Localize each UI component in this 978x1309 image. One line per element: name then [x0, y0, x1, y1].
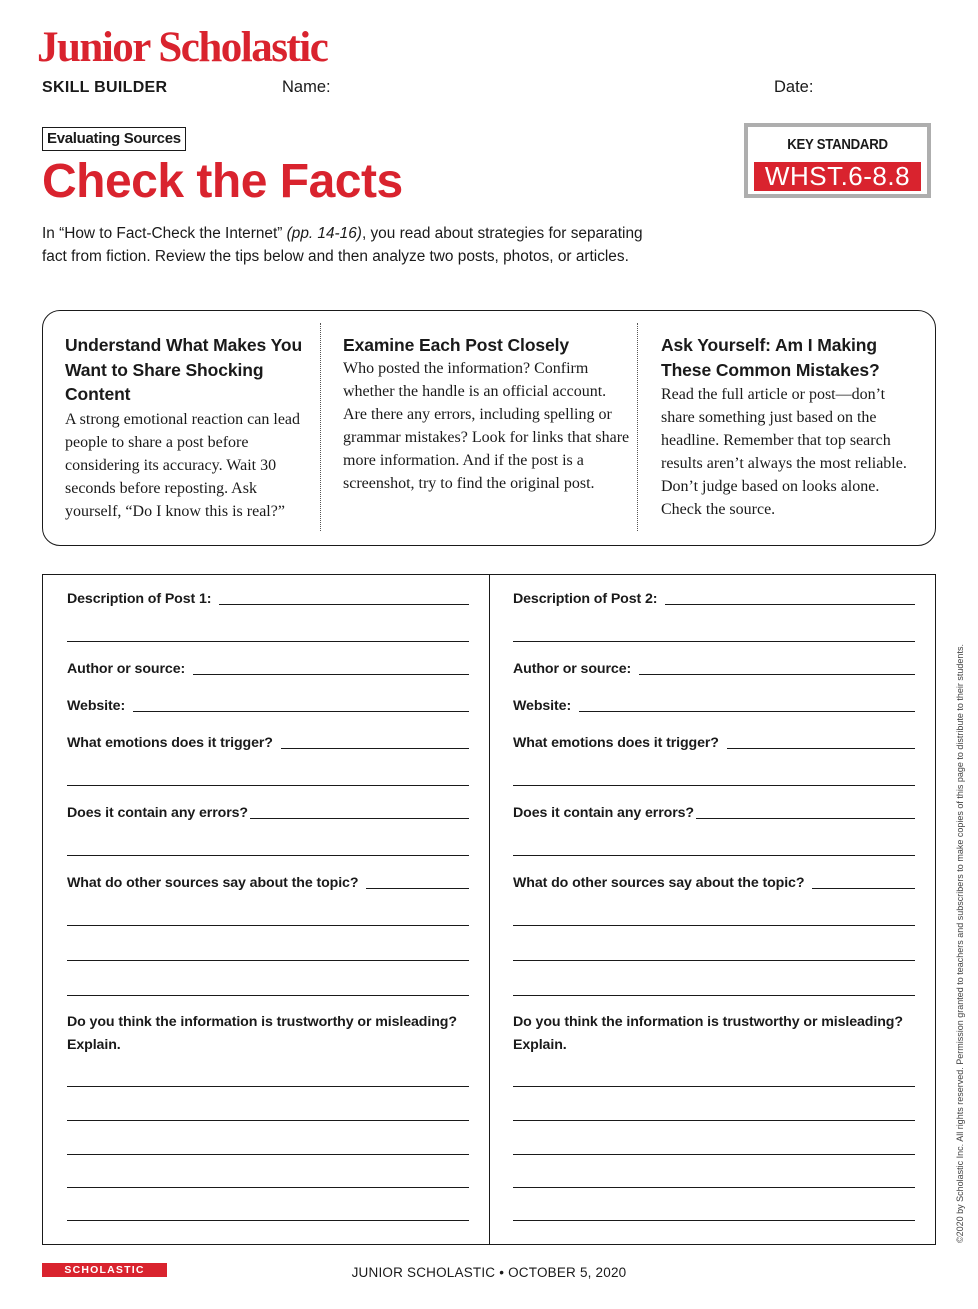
worksheet-box: [42, 574, 936, 1245]
errors-row[interactable]: [513, 805, 915, 821]
errors-row[interactable]: [67, 805, 469, 821]
tip-body-3: Read the full article or post—don’t share something just based on the headline. Remember that top search results aren’t always the most reliable. Don’t judge based on looks alone. Check the source.: [661, 386, 907, 518]
explain-label: Explain.: [67, 1037, 121, 1053]
emotions-row[interactable]: [67, 735, 469, 751]
website-label: Website:: [513, 698, 572, 714]
answer-line[interactable]: [513, 1086, 915, 1087]
answer-line[interactable]: [67, 925, 469, 926]
answer-line[interactable]: [67, 1154, 469, 1155]
key-standard-code: WHST.6-8.8: [754, 162, 921, 191]
tip-divider: [637, 323, 638, 531]
masthead-logo: Junior Scholastic: [37, 24, 328, 71]
answer-line[interactable]: [67, 1120, 469, 1121]
trust-question: Do you think the information is trustworthy or misleading?: [67, 1014, 457, 1030]
answer-line[interactable]: [67, 1086, 469, 1087]
answer-line[interactable]: [67, 960, 469, 961]
answer-line[interactable]: [67, 995, 469, 996]
tips-box: [42, 310, 936, 546]
answer-line[interactable]: [665, 592, 915, 605]
post-2-description-label: Description of Post 2:: [513, 591, 658, 607]
answer-line[interactable]: [67, 785, 469, 786]
topic-tag: Evaluating Sources: [42, 127, 186, 151]
answer-line[interactable]: [366, 876, 469, 889]
key-standard-box: [744, 123, 931, 198]
sources-row[interactable]: [513, 875, 915, 891]
answer-line[interactable]: [513, 925, 915, 926]
intro-text-before: In “How to Fact-Check the Internet”: [42, 225, 287, 242]
emotions-row[interactable]: [513, 735, 915, 751]
answer-line[interactable]: [579, 699, 915, 712]
tip-divider: [320, 323, 321, 531]
date-label: Date:: [774, 78, 814, 96]
answer-line[interactable]: [193, 662, 469, 675]
author-label: Author or source:: [67, 661, 186, 677]
footer-issue: JUNIOR SCHOLASTIC • OCTOBER 5, 2020: [351, 1265, 627, 1280]
tip-column-3: [661, 333, 911, 521]
answer-line[interactable]: [513, 855, 915, 856]
post-1-description-row[interactable]: [67, 591, 469, 607]
answer-line[interactable]: [639, 662, 915, 675]
answer-line[interactable]: [513, 785, 915, 786]
tip-column-1: [65, 333, 307, 523]
answer-line[interactable]: [67, 855, 469, 856]
sources-label: What do other sources say about the topic?: [67, 875, 359, 891]
tip-title-2: Examine Each Post Closely: [343, 335, 570, 355]
author-row[interactable]: [513, 661, 915, 677]
answer-line[interactable]: [513, 641, 915, 642]
answer-line[interactable]: [219, 592, 469, 605]
copyright-notice: ©2020 by Scholastic Inc. All rights reserved. Permission granted to teachers and subscribers to make copies of this page to distribute to their students.: [955, 644, 965, 1243]
answer-line[interactable]: [133, 699, 469, 712]
tip-title-1: Understand What Makes You Want to Share Shocking Content: [65, 335, 303, 404]
name-label: Name:: [282, 78, 331, 96]
intro-text-after: , you read about strategies for separating fact from fiction. Review the tips below and then analyze two posts, photos, or articles.: [42, 225, 643, 265]
answer-line[interactable]: [513, 1220, 915, 1221]
emotions-label: What emotions does it trigger?: [67, 735, 273, 751]
post-1-description-label: Description of Post 1:: [67, 591, 212, 607]
answer-line[interactable]: [513, 1187, 915, 1188]
tip-body-1: A strong emotional reaction can lead people to share a post before considering its accuracy. Wait 30 seconds before reposting. Ask yourself, “Do I know this is real?”: [65, 410, 301, 520]
answer-line[interactable]: [513, 1154, 915, 1155]
answer-line[interactable]: [513, 960, 915, 961]
author-label: Author or source:: [513, 661, 632, 677]
intro-paragraph: [42, 223, 652, 268]
answer-line[interactable]: [67, 1220, 469, 1221]
answer-line[interactable]: [696, 806, 915, 819]
answer-line[interactable]: [513, 995, 915, 996]
explain-label: Explain.: [513, 1037, 567, 1053]
emotions-label: What emotions does it trigger?: [513, 735, 719, 751]
tip-column-2: [343, 333, 631, 495]
answer-line[interactable]: [67, 1187, 469, 1188]
trust-question: Do you think the information is trustworthy or misleading?: [513, 1014, 903, 1030]
sources-label: What do other sources say about the topic?: [513, 875, 805, 891]
post-2-description-row[interactable]: [513, 591, 915, 607]
errors-label: Does it contain any errors?: [513, 805, 694, 821]
author-row[interactable]: [67, 661, 469, 677]
column-divider: [489, 575, 490, 1244]
sources-row[interactable]: [67, 875, 469, 891]
answer-line[interactable]: [250, 806, 469, 819]
key-standard-title: KEY STANDARD: [787, 136, 888, 153]
website-row[interactable]: [67, 698, 469, 714]
website-label: Website:: [67, 698, 126, 714]
skill-builder-label: SKILL BUILDER: [42, 79, 168, 96]
page-title: Check the Facts: [42, 155, 403, 208]
scholastic-logo: SCHOLASTIC: [42, 1263, 167, 1277]
answer-line[interactable]: [727, 736, 915, 749]
answer-line[interactable]: [513, 1120, 915, 1121]
tip-title-3: Ask Yourself: Am I Making These Common Mistakes?: [661, 335, 880, 380]
answer-line[interactable]: [281, 736, 469, 749]
tip-body-2: Who posted the information? Confirm whether the handle is an official account. Are there any errors, including spelling or grammar mistakes? Look for links that share more information. And if the post is a screenshot, try to find the original post.: [343, 359, 630, 492]
answer-line[interactable]: [67, 641, 469, 642]
intro-page-reference: (pp. 14-16): [286, 225, 362, 242]
errors-label: Does it contain any errors?: [67, 805, 248, 821]
answer-line[interactable]: [812, 876, 915, 889]
website-row[interactable]: [513, 698, 915, 714]
